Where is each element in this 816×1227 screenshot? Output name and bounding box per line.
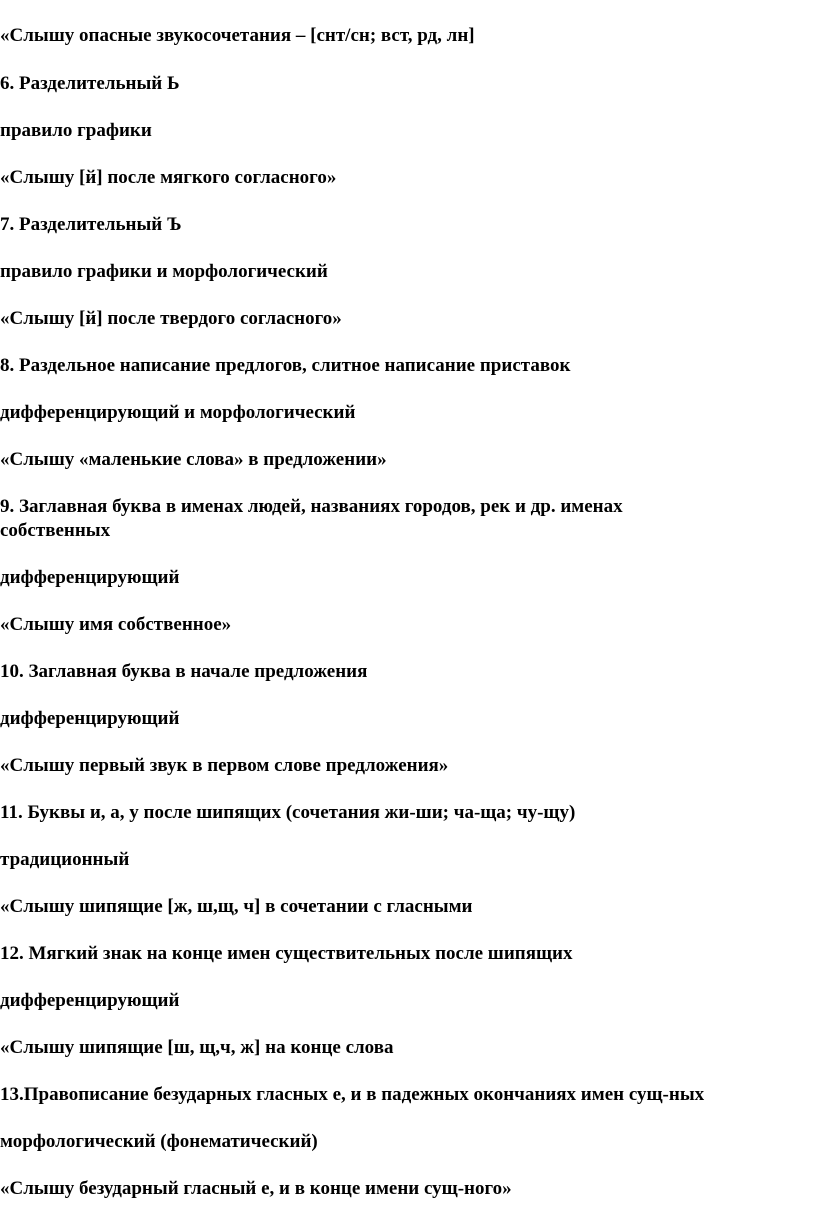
text-line-25: «Слышу безударный гласный е, и в конце имени сущ-ного» bbox=[0, 1178, 512, 1199]
text-line-1: «Слышу опасные звукосочетания – [снт/сн; вст, рд, лн] bbox=[0, 25, 475, 46]
text-line-15: дифференцирующий bbox=[0, 708, 180, 729]
text-line-21: дифференцирующий bbox=[0, 990, 180, 1011]
text-line-19: «Слышу шипящие [ж, ш,щ, ч] в сочетании с гласными bbox=[0, 896, 473, 917]
heading-6: 6. Разделительный Ь bbox=[0, 73, 180, 94]
text-line-4: «Слышу [й] после мягкого согласного» bbox=[0, 167, 337, 188]
heading-13: 13.Правописание безударных гласных е, и в падежных окончаниях имен сущ-ных bbox=[0, 1084, 705, 1105]
text-line-6: правило графики и морфологический bbox=[0, 261, 328, 282]
text-line-22: «Слышу шипящие [ш, щ,ч, ж] на конце слова bbox=[0, 1037, 394, 1058]
heading-12: 12. Мягкий знак на конце имен существительных после шипящих bbox=[0, 943, 573, 964]
text-line-3: правило графики bbox=[0, 120, 152, 141]
text-line-10: «Слышу «маленькие слова» в предложении» bbox=[0, 449, 387, 470]
text-line-12: дифференцирующий bbox=[0, 567, 180, 588]
heading-10: 10. Заглавная буква в начале предложения bbox=[0, 661, 368, 682]
heading-7: 7. Разделительный Ъ bbox=[0, 214, 182, 235]
heading-9: 9. Заглавная буква в именах людей, названиях городов, рек и др. именах собственных bbox=[0, 496, 623, 541]
text-line-18: традиционный bbox=[0, 849, 130, 870]
heading-11: 11. Буквы и, а, у после шипящих (сочетания жи-ши; ча-ща; чу-щу) bbox=[0, 802, 576, 823]
text-line-7: «Слышу [й] после твердого согласного» bbox=[0, 308, 342, 329]
text-line-24: морфологический (фонематический) bbox=[0, 1131, 318, 1152]
text-line-16: «Слышу первый звук в первом слове предложения» bbox=[0, 755, 449, 776]
heading-8: 8. Раздельное написание предлогов, слитное написание приставок bbox=[0, 355, 571, 376]
text-line-13: «Слышу имя собственное» bbox=[0, 614, 232, 635]
text-line-9: дифференцирующий и морфологический bbox=[0, 402, 356, 423]
